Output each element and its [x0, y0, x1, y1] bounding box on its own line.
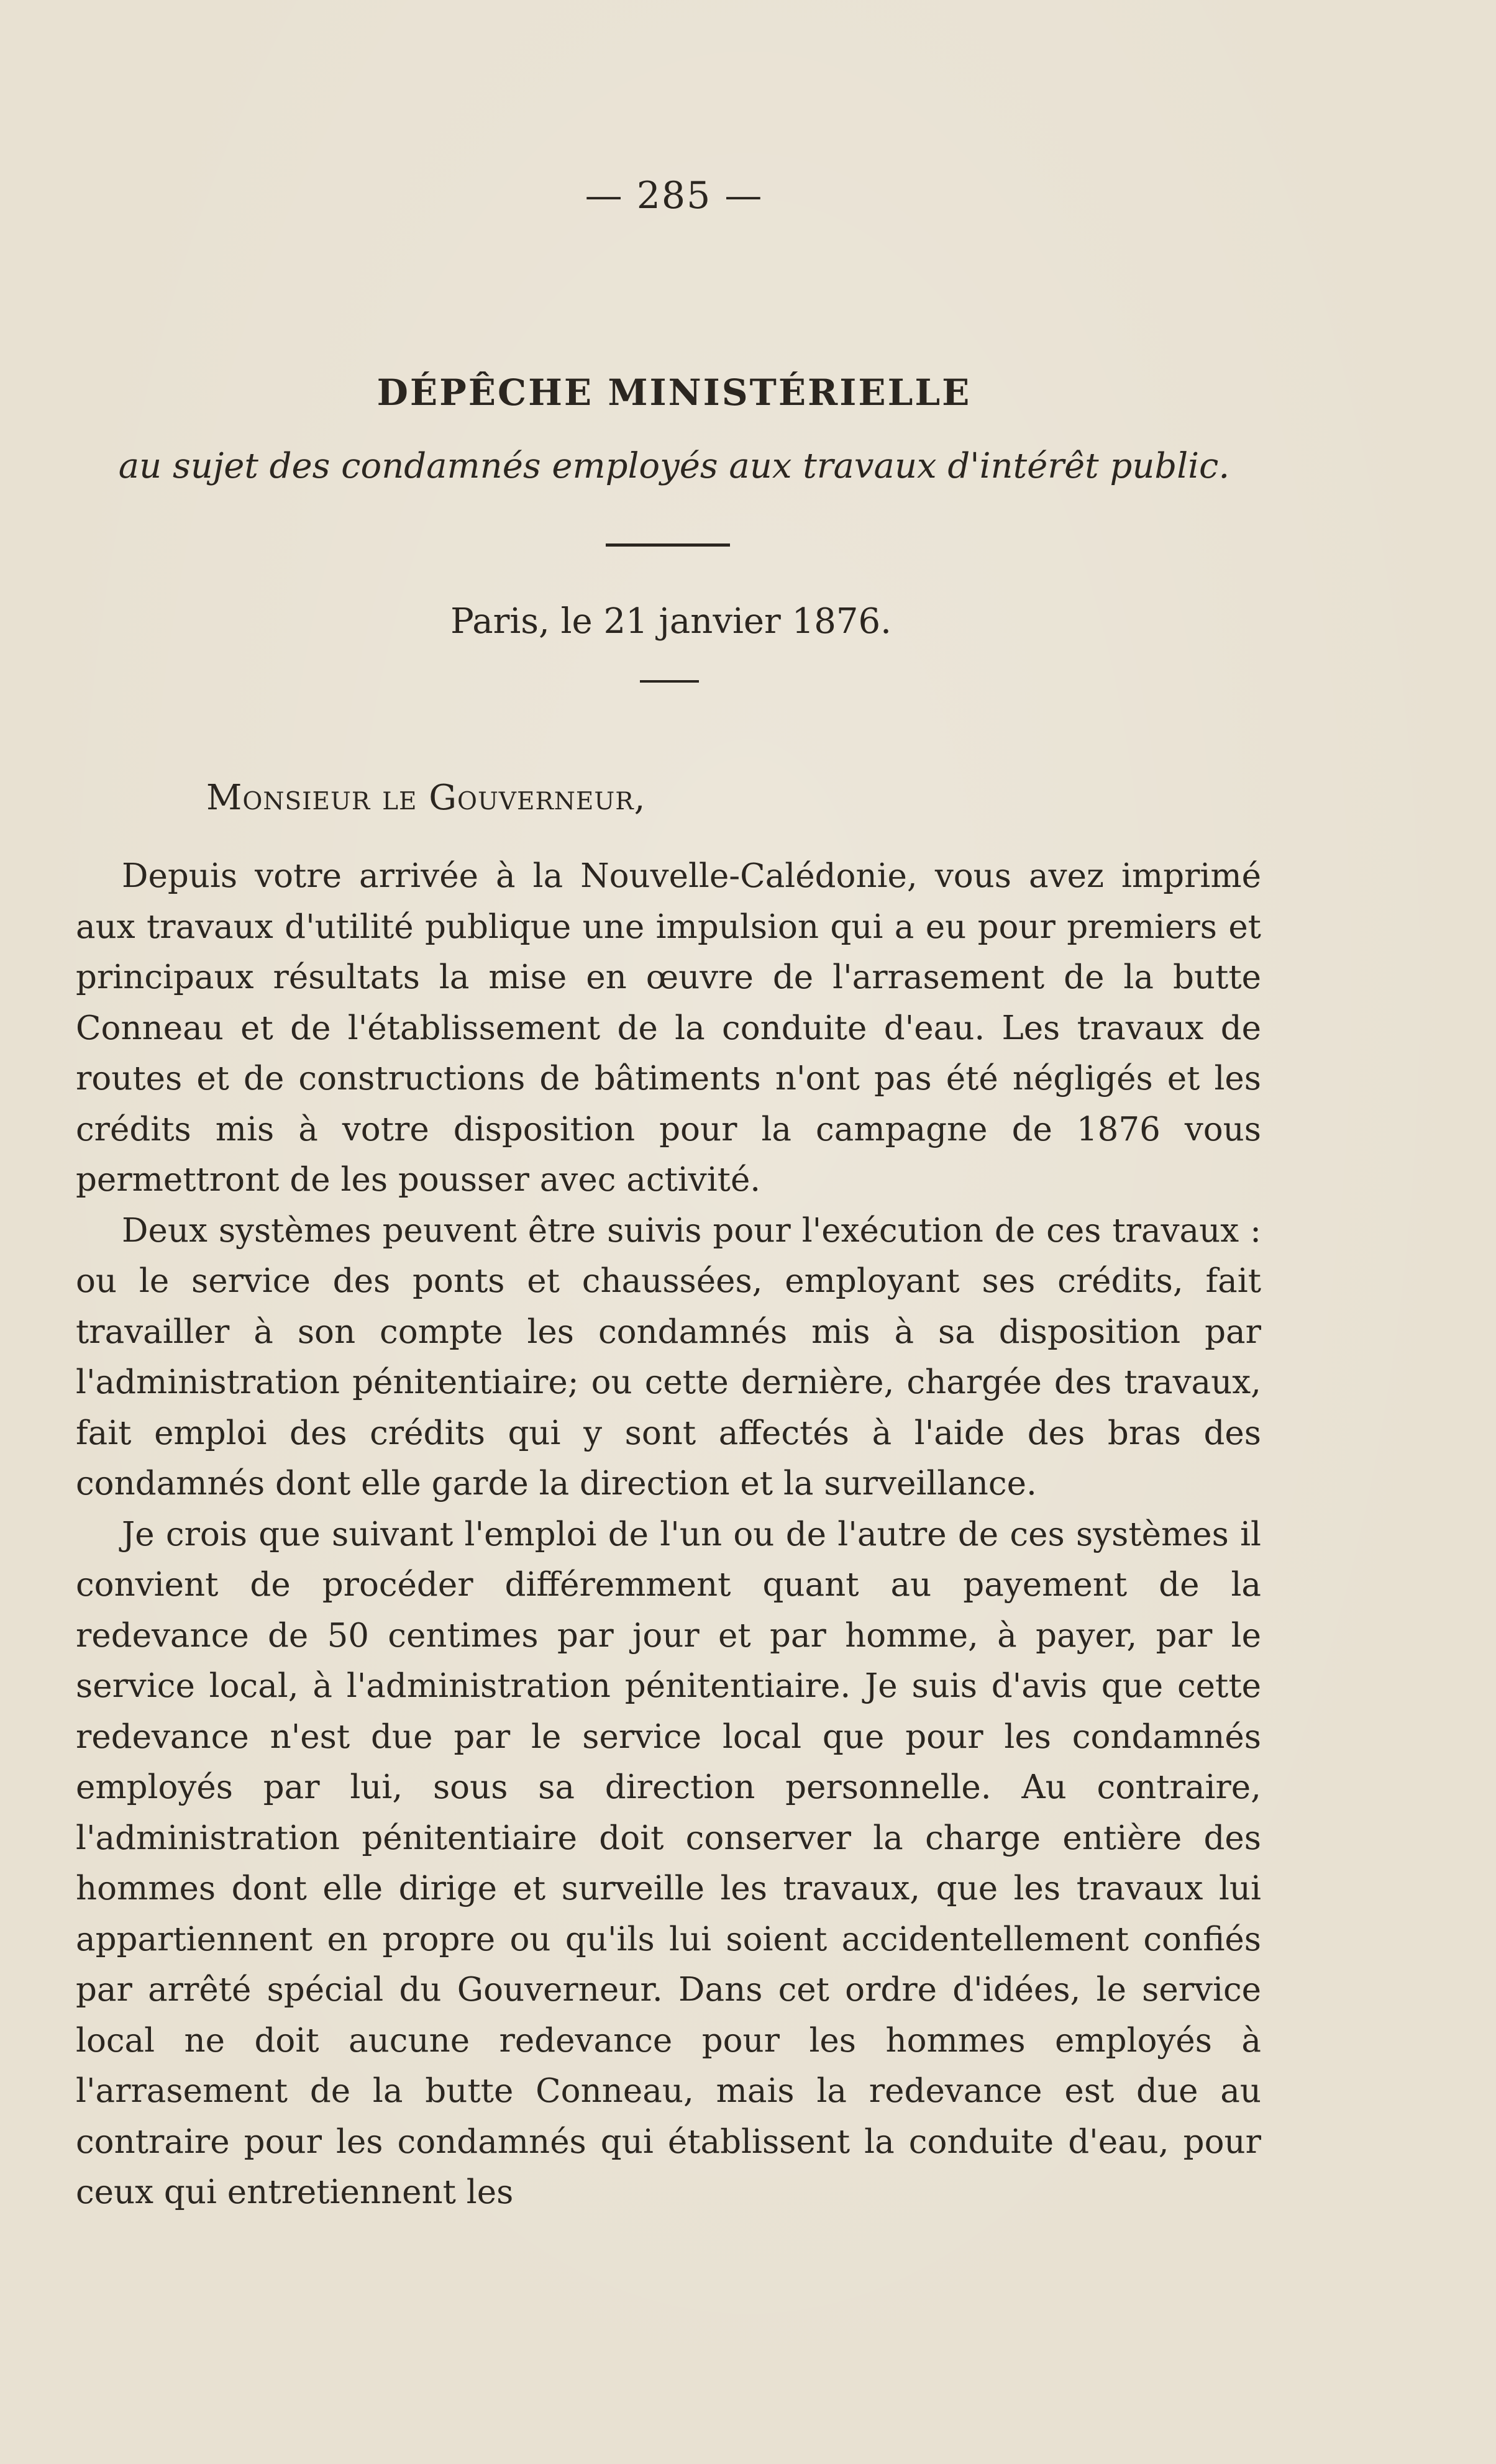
- separator-rule-short: [640, 680, 699, 683]
- document-subheading: au sujet des condamnés employés aux travaux d'intérêt public.: [118, 446, 1230, 486]
- separator-rule: [606, 543, 730, 547]
- salutation: Monsieur le Gouverneur,: [206, 778, 646, 818]
- paragraph: Depuis votre arrivée à la Nouvelle-Calédonie, vous avez imprimé aux travaux d'utilité publique une impulsion qui a eu pour premiers et principaux résultats la mise en œuvre de l'arrasement de la butte Conneau et de l'établissement de la conduite d'eau. Les travaux de routes et de constructions de bâtiments n'ont pas été négligés et les crédits mis à votre disposition pour la campagne de 1876 vous permettront de les pousser avec activité.: [76, 857, 1261, 1199]
- body-text: [76, 851, 1261, 2218]
- paragraph: Deux systèmes peuvent être suivis pour l'exécution de ces travaux : ou le service des ponts et chaussées, employant ses crédits, fait travailler à son compte les condamnés mis à sa disposition par l'administration pénitentiaire; ou cette dernière, chargée des travaux, fait emploi des crédits qui y sont affectés à l'aide des bras des condamnés dont elle garde la direction et la surveillance.: [76, 1211, 1261, 1502]
- page-number: — 285 —: [585, 174, 764, 217]
- document-heading: DÉPÊCHE MINISTÉRIELLE: [376, 371, 972, 414]
- paragraph: Je crois que suivant l'emploi de l'un ou de l'autre de ces systèmes il convient de procéder différemment quant au payement de la redevance de 50 centimes par jour et par homme, à payer, par le service local, à l'administration pénitentiaire. Je suis d'avis que cette redevance n'est due par le service local que pour les condamnés employés par lui, sous sa direction personnelle. Au contraire, l'administration pénitentiaire doit conserver la charge entière des hommes dont elle dirige et surveille les travaux, que les travaux lui appartiennent en propre ou qu'ils lui soient accidentellement confiés par arrêté spécial du Gouverneur. Dans cet ordre d'idées, le service local ne doit aucune redevance pour les hommes employés à l'arrasement de la butte Conneau, mais la redevance est due au contraire pour les condamnés qui établissent la conduite d'eau, pour ceux qui entretiennent les: [76, 1515, 1261, 2211]
- dateline: Paris, le 21 janvier 1876.: [450, 601, 892, 642]
